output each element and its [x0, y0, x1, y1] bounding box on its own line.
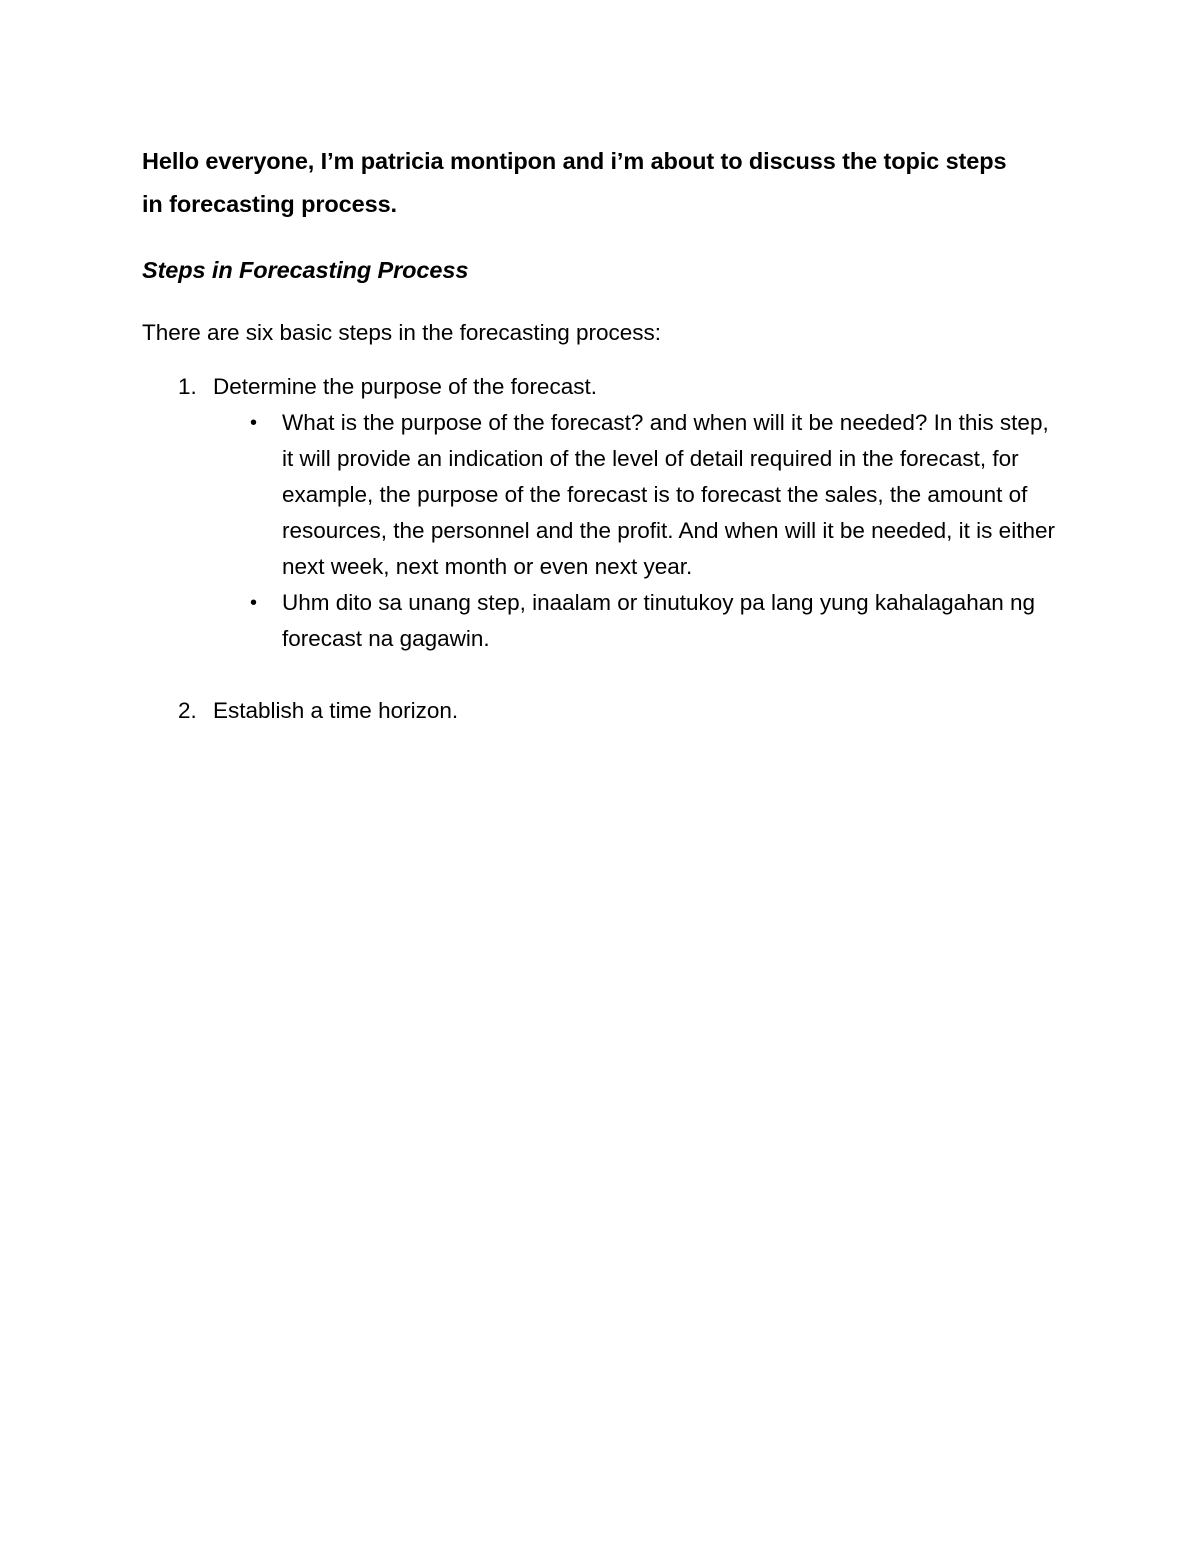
step-1-text: Determine the purpose of the forecast.: [213, 374, 597, 399]
step-1-bullet-list: [213, 405, 1058, 657]
bullet-icon: •: [250, 592, 258, 614]
section-heading: Steps in Forecasting Process: [142, 257, 469, 283]
step-2-text: Establish a time horizon.: [213, 698, 459, 723]
list-item: [213, 585, 1058, 657]
list-item: [213, 405, 1058, 585]
list-item: [142, 693, 1058, 729]
list-item: [142, 369, 1058, 657]
list-marker-2: 2.: [178, 698, 197, 723]
list-spacer: [142, 657, 1058, 693]
step-1-bullet-2-text: Uhm dito sa unang step, inaalam or tinutukoy pa lang yung kahalagahan ng forecast na gagawin.: [282, 590, 1036, 651]
forecasting-steps-list: [142, 369, 1058, 729]
document-body: [142, 140, 1058, 729]
intro-line: There are six basic steps in the forecasting process:: [142, 320, 661, 345]
bullet-icon: •: [250, 412, 258, 434]
step-1-bullet-1-text: What is the purpose of the forecast? and when will it be needed? In this step, it will provide an indication of the level of detail required in the forecast, for example, the purpose of the forecast is to forecast the sales, the amount of resources, the personnel and the profit. And when will it be needed, it is either next week, next month or even next year.: [282, 410, 1055, 579]
lead-paragraph: Hello everyone, I’m patricia montipon and i’m about to discuss the topic steps in forecasting process.: [142, 148, 1007, 217]
list-marker-1: 1.: [178, 374, 197, 399]
